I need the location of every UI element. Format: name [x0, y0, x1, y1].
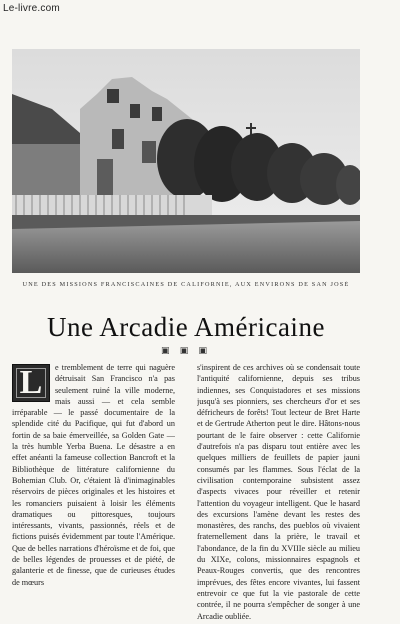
- title-ornament: ▣ ▣ ▣: [160, 345, 211, 355]
- site-watermark: Le-livre.com: [3, 3, 60, 14]
- drop-cap: [12, 364, 50, 402]
- mission-photo: [12, 49, 360, 273]
- article-column-right: [197, 362, 360, 624]
- article-text-left: e tremblement de terre qui naguère détruisait San Francisco n'a pas seulement ruiné la ville moderne, mais aussi — et cela semble irréparable — le passé documentaire de la splendide cité du Pacifique, qui fut d'abord un fortin de sa baie émerveillée, sa Golden Gate — la très humble Yerba Buena. Le désastre a en effet anéanti la fameuse collection Bancroft et la Bibliothèque de littérature californienne du Bohemian Club. Or, c'étaient là d'inimaginables réservoirs de pièces originales et les histoires et les romanciers puisaient à loisir les éléments dramatiques ou pittoresques, toujours intéressants, vivants, passionnés, réels et de fictions puisés évidemment par toute l'Amérique. Que de belles narrations d'héroïsme et de foi, que de belles légendes de prouesses et de piété, de galanterie et de finesse, que de curieuses études de mœurs: [12, 363, 175, 587]
- photo-caption: UNE DES MISSIONS FRANCISCAINES DE CALIFORNIE, AUX ENVIRONS DE SAN JOSÉ: [22, 281, 350, 288]
- drop-cap-letter: L: [19, 364, 43, 401]
- article-text-right: s'inspirent de ces archives où se condensait toute l'antiquité californienne, depuis ses tribus indiennes, ses Conquistadores et ses missions jusqu'à ses pionniers, ses chercheurs d'or et ses défricheurs de forêts! Tout lecteur de Bret Harte et de Gertrude Atherton peut le dire. Hâtons-nous pourtant de le faire observer : cette Californie d'autrefois n'a pas disparu tout entière avec les quelques milliers de feuillets de papier jauni consumés par les flammes. Sous l'éclat de la civilisation contemporaine subsistent assez d'aspects vivaces pour réveiller et retenir l'attention du voyageur intelligent. Que le hasard des excursions l'amène devant les restes des monastères, des ranchs, des pueblos où vivaient fraternellement dans la prière, le travail et l'abondance, de la fin du XVIIIe siècle au milieu du XIXe, colons, missionnaires espagnols et Peaux-Rouges convertis, que des rencontres imprévues, des fêtes encore vivantes, lui fassent entrevoir ce que fut la vie pastorale de cette contrée, il ne pourra s'empêcher de songer à une Arcadie oubliée.: [197, 363, 360, 621]
- article-column-left: [12, 362, 175, 624]
- article-title: Une Arcadie Américaine: [47, 312, 325, 342]
